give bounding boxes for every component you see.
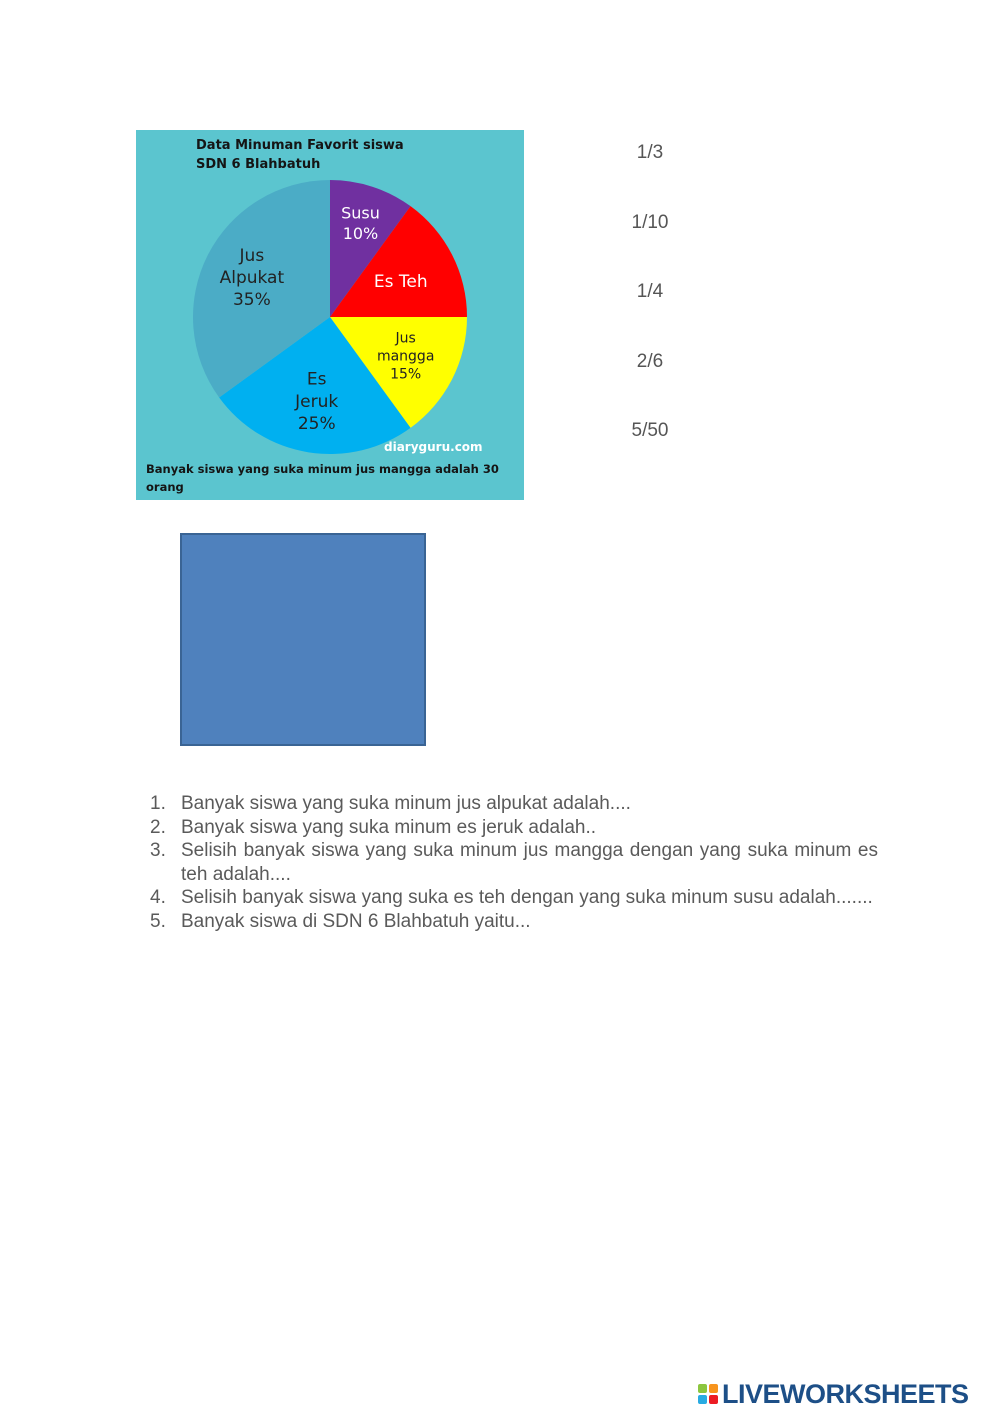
question-text: Selisih banyak siswa yang suka es teh dengan yang suka minum susu adalah.......	[181, 887, 873, 908]
question-number: 1.	[150, 793, 166, 814]
question-item	[150, 792, 878, 816]
pie-slice-label-line: Jus	[239, 246, 265, 267]
question-item	[150, 816, 878, 840]
pie-slice-label-line: Jeruk	[295, 391, 339, 412]
answer-option[interactable]: 1/4	[636, 281, 664, 302]
pie-slice-label-line: 15%	[390, 366, 422, 383]
pie-slice-label-line: Jus	[395, 330, 416, 347]
chart-title	[196, 136, 404, 174]
pie-slice-label-line: Alpukat	[219, 268, 285, 289]
chart-caption: Banyak siswa yang suka minum jus mangga adalah 30 orang	[146, 462, 499, 494]
logo-square	[709, 1384, 718, 1393]
answer-option[interactable]: 2/6	[636, 350, 664, 372]
answer-option[interactable]: 1/10	[631, 211, 669, 233]
question-number: 5.	[150, 910, 166, 932]
pie-slice-label	[341, 203, 380, 243]
question-text: Banyak siswa yang suka minum jus alpukat adalah....	[181, 793, 631, 814]
answer-drop-box[interactable]	[180, 533, 426, 746]
pie-slice-label-line: Es	[306, 369, 327, 390]
pie-slice-label	[374, 272, 428, 292]
question-number: 4.	[150, 887, 166, 908]
question-item	[150, 839, 878, 886]
question-text: Banyak siswa yang suka minum es jeruk adalah..	[181, 816, 597, 838]
question-item	[150, 910, 878, 934]
pie-slice-label-line: 10%	[342, 224, 379, 244]
logo-square	[698, 1395, 707, 1404]
pie-chart-panel	[136, 130, 524, 500]
question-number: 3.	[150, 840, 166, 861]
pie-slice-label-line: 35%	[232, 290, 271, 311]
answer-option[interactable]: 1/3	[636, 142, 664, 163]
chart-title-line-1: Data Minuman Favorit siswa	[196, 138, 404, 153]
question-item	[150, 886, 878, 910]
question-text: Selisih banyak siswa yang suka minum jus mangga dengan yang suka minum es teh adalah....	[181, 840, 878, 885]
logo-square	[698, 1384, 707, 1393]
liveworksheets-logo	[698, 1378, 969, 1410]
chart-title-line-2: SDN 6 Blahbatuh	[196, 157, 321, 172]
logo-square	[709, 1395, 718, 1404]
chart-watermark: diaryguru.com	[384, 440, 483, 454]
question-list	[150, 792, 878, 933]
logo-text: LIVEWORKSHEETS	[722, 1378, 969, 1409]
pie-slice-label-line: Es Teh	[373, 271, 428, 292]
logo-mark-icon	[698, 1384, 718, 1404]
question-number: 2.	[150, 816, 166, 838]
pie-slice-label-line: 25%	[297, 413, 336, 434]
pie-slice-label-line: mangga	[376, 348, 435, 365]
answer-option[interactable]: 5/50	[631, 420, 669, 441]
question-text: Banyak siswa di SDN 6 Blahbatuh yaitu...	[181, 910, 531, 932]
answer-options	[600, 142, 700, 490]
pie-slice-label-line: Susu	[341, 203, 380, 223]
